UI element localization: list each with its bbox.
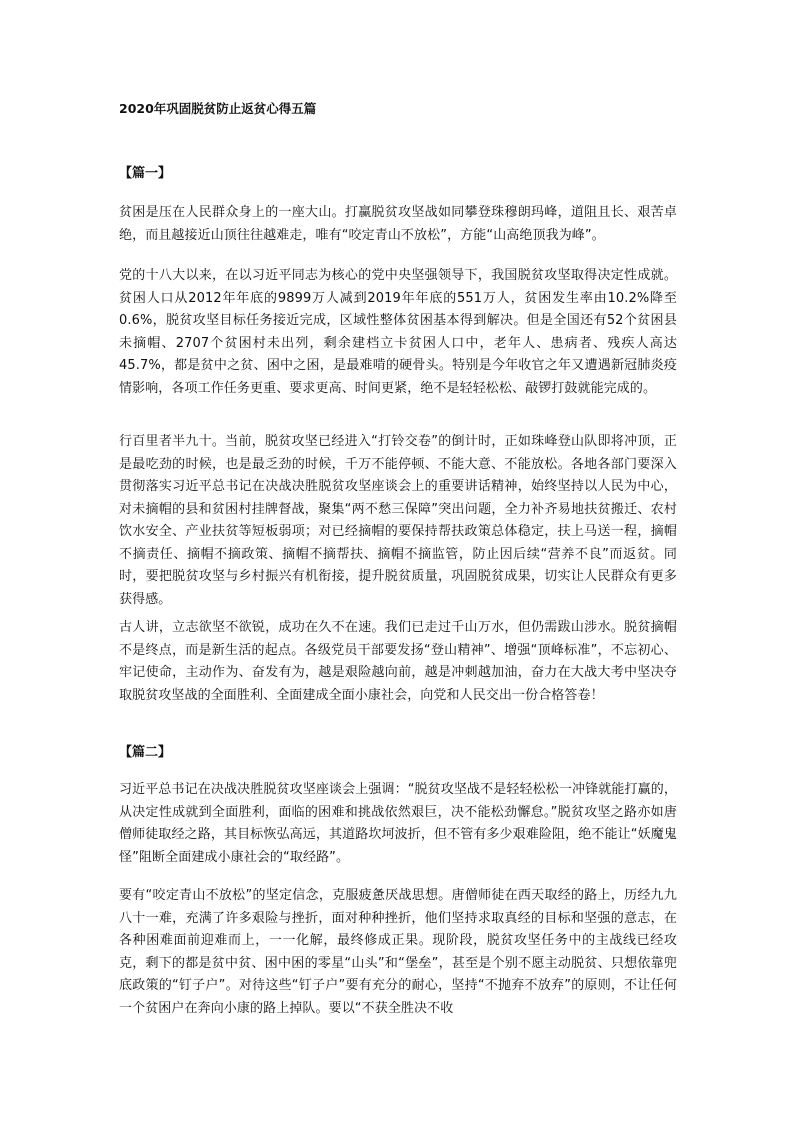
paragraph-2-1: 习近平总书记在决战决胜脱贫攻坚座谈会上强调：“脱贫攻坚战不是轻轻松松一冲锋就能打赢的，从决定性成就到全面胜利，面临的困难和挑战依然艰巨，决不能松劲懈怠。”脱贫攻坚之路亦如唐僧师徒取经之路，其目标恢弘高远，其道路坎坷波折，但不管有多少艰难险阻，绝不能让“妖魔鬼怪”阻断全面建成小康社会的“取经路”。 <box>119 782 677 865</box>
paragraph-1-3: 行百里者半九十。当前，脱贫攻坚已经进入“打铃交卷”的倒计时，正如珠峰登山队即将冲顶，正是最吃劲的时候，也是最乏劲的时候，千万不能停顿、不能大意、不能放松。各地各部门要深入贯彻落实习近平总书记在决战决胜脱贫攻坚座谈会上的重要讲话精神，始终坚持以人民为中心，对未摘帽的县和贫困村挂牌督战，聚集“两不愁三保障”突出问题，全力补齐易地扶贫搬迁、农村饮水安全、产业扶贫等短板弱项；对已经摘帽的要保持帮扶政策总体稳定，扶上马送一程，摘帽不摘责任、摘帽不摘政策、摘帽不摘帮扶、摘帽不摘监管，防止因后续“营养不良”而返贫。同时，要把脱贫攻坚与乡村振兴有机衔接，提升脱贫质量，巩固脱贫成果，切实让人民群众有更多获得感。 <box>119 434 677 607</box>
paragraph-1-4: 古人讲，立志欲坚不欲锐，成功在久不在速。我们已走过千山万水，但仍需跋山涉水。脱贫摘帽不是终点，而是新生活的起点。各级党员干部要发扬“登山精神”、增强“顶峰标准”，不忘初心、牢记使命，主动作为、奋发有为，越是艰险越向前，越是冲刺越加油，奋力在大战大考中坚决夺取脱贫攻坚战的全面胜利、全面建成全面小康社会，向党和人民交出一份合格答卷！ <box>119 620 677 703</box>
paragraph-1-1: 贫困是压在人民群众身上的一座大山。打赢脱贫攻坚战如同攀登珠穆朗玛峰，道阻且长、艰苦卓绝，而且越接近山顶往往越难走，唯有“咬定青山不放松”，方能“山高绝顶我为峰”。 <box>119 205 677 243</box>
paragraph-1-2: 党的十八大以来，在以习近平同志为核心的党中央坚强领导下，我国脱贫攻坚取得决定性成就。贫困人口从2012年年底的9899万人减到2019年年底的551万人，贫困发生率由10.2%降至0.6%，脱贫攻坚目标任务接近完成，区域性整体贫困基本得到解决。但是全国还有52个贫困县未摘帽、2707个贫困村未出列，剩余建档立卡贫困人口中，老年人、患病者、残疾人高达45.7%，都是贫中之贫、困中之困，是最难啃的硬骨头。特别是今年收官之年又遭遇新冠肺炎疫情影响，各项工作任务更重、要求更高、时间更紧，绝不是轻轻松松、敲锣打鼓就能完成的。 <box>119 268 677 396</box>
document-title: 2020年巩固脱贫防止返贫心得五篇 <box>119 101 317 116</box>
paragraph-2-2: 要有“咬定青山不放松”的坚定信念，克服疲惫厌战思想。唐僧师徒在西天取经的路上，历经九九八十一难，充满了许多艰险与挫折，面对种种挫折，他们坚持求取真经的目标和坚强的意志，在各种困难面前迎难而上，一一化解，最终修成正果。现阶段，脱贫攻坚任务中的主战线已经攻克，剩下的都是贫中贫、困中困的零星“山头”和“堡垒”，甚至是个别不愿主动脱贫、只想依靠兜底政策的“钉子户”。对待这些“钉子户”要有充分的耐心，坚持“不抛弃不放弃”的原则，不让任何一个贫困户在奔向小康的路上掉队。要以“不获全胜决不收 <box>119 888 677 1016</box>
section-heading-1: 【篇一】 <box>119 166 172 181</box>
section-heading-2: 【篇二】 <box>119 745 172 760</box>
